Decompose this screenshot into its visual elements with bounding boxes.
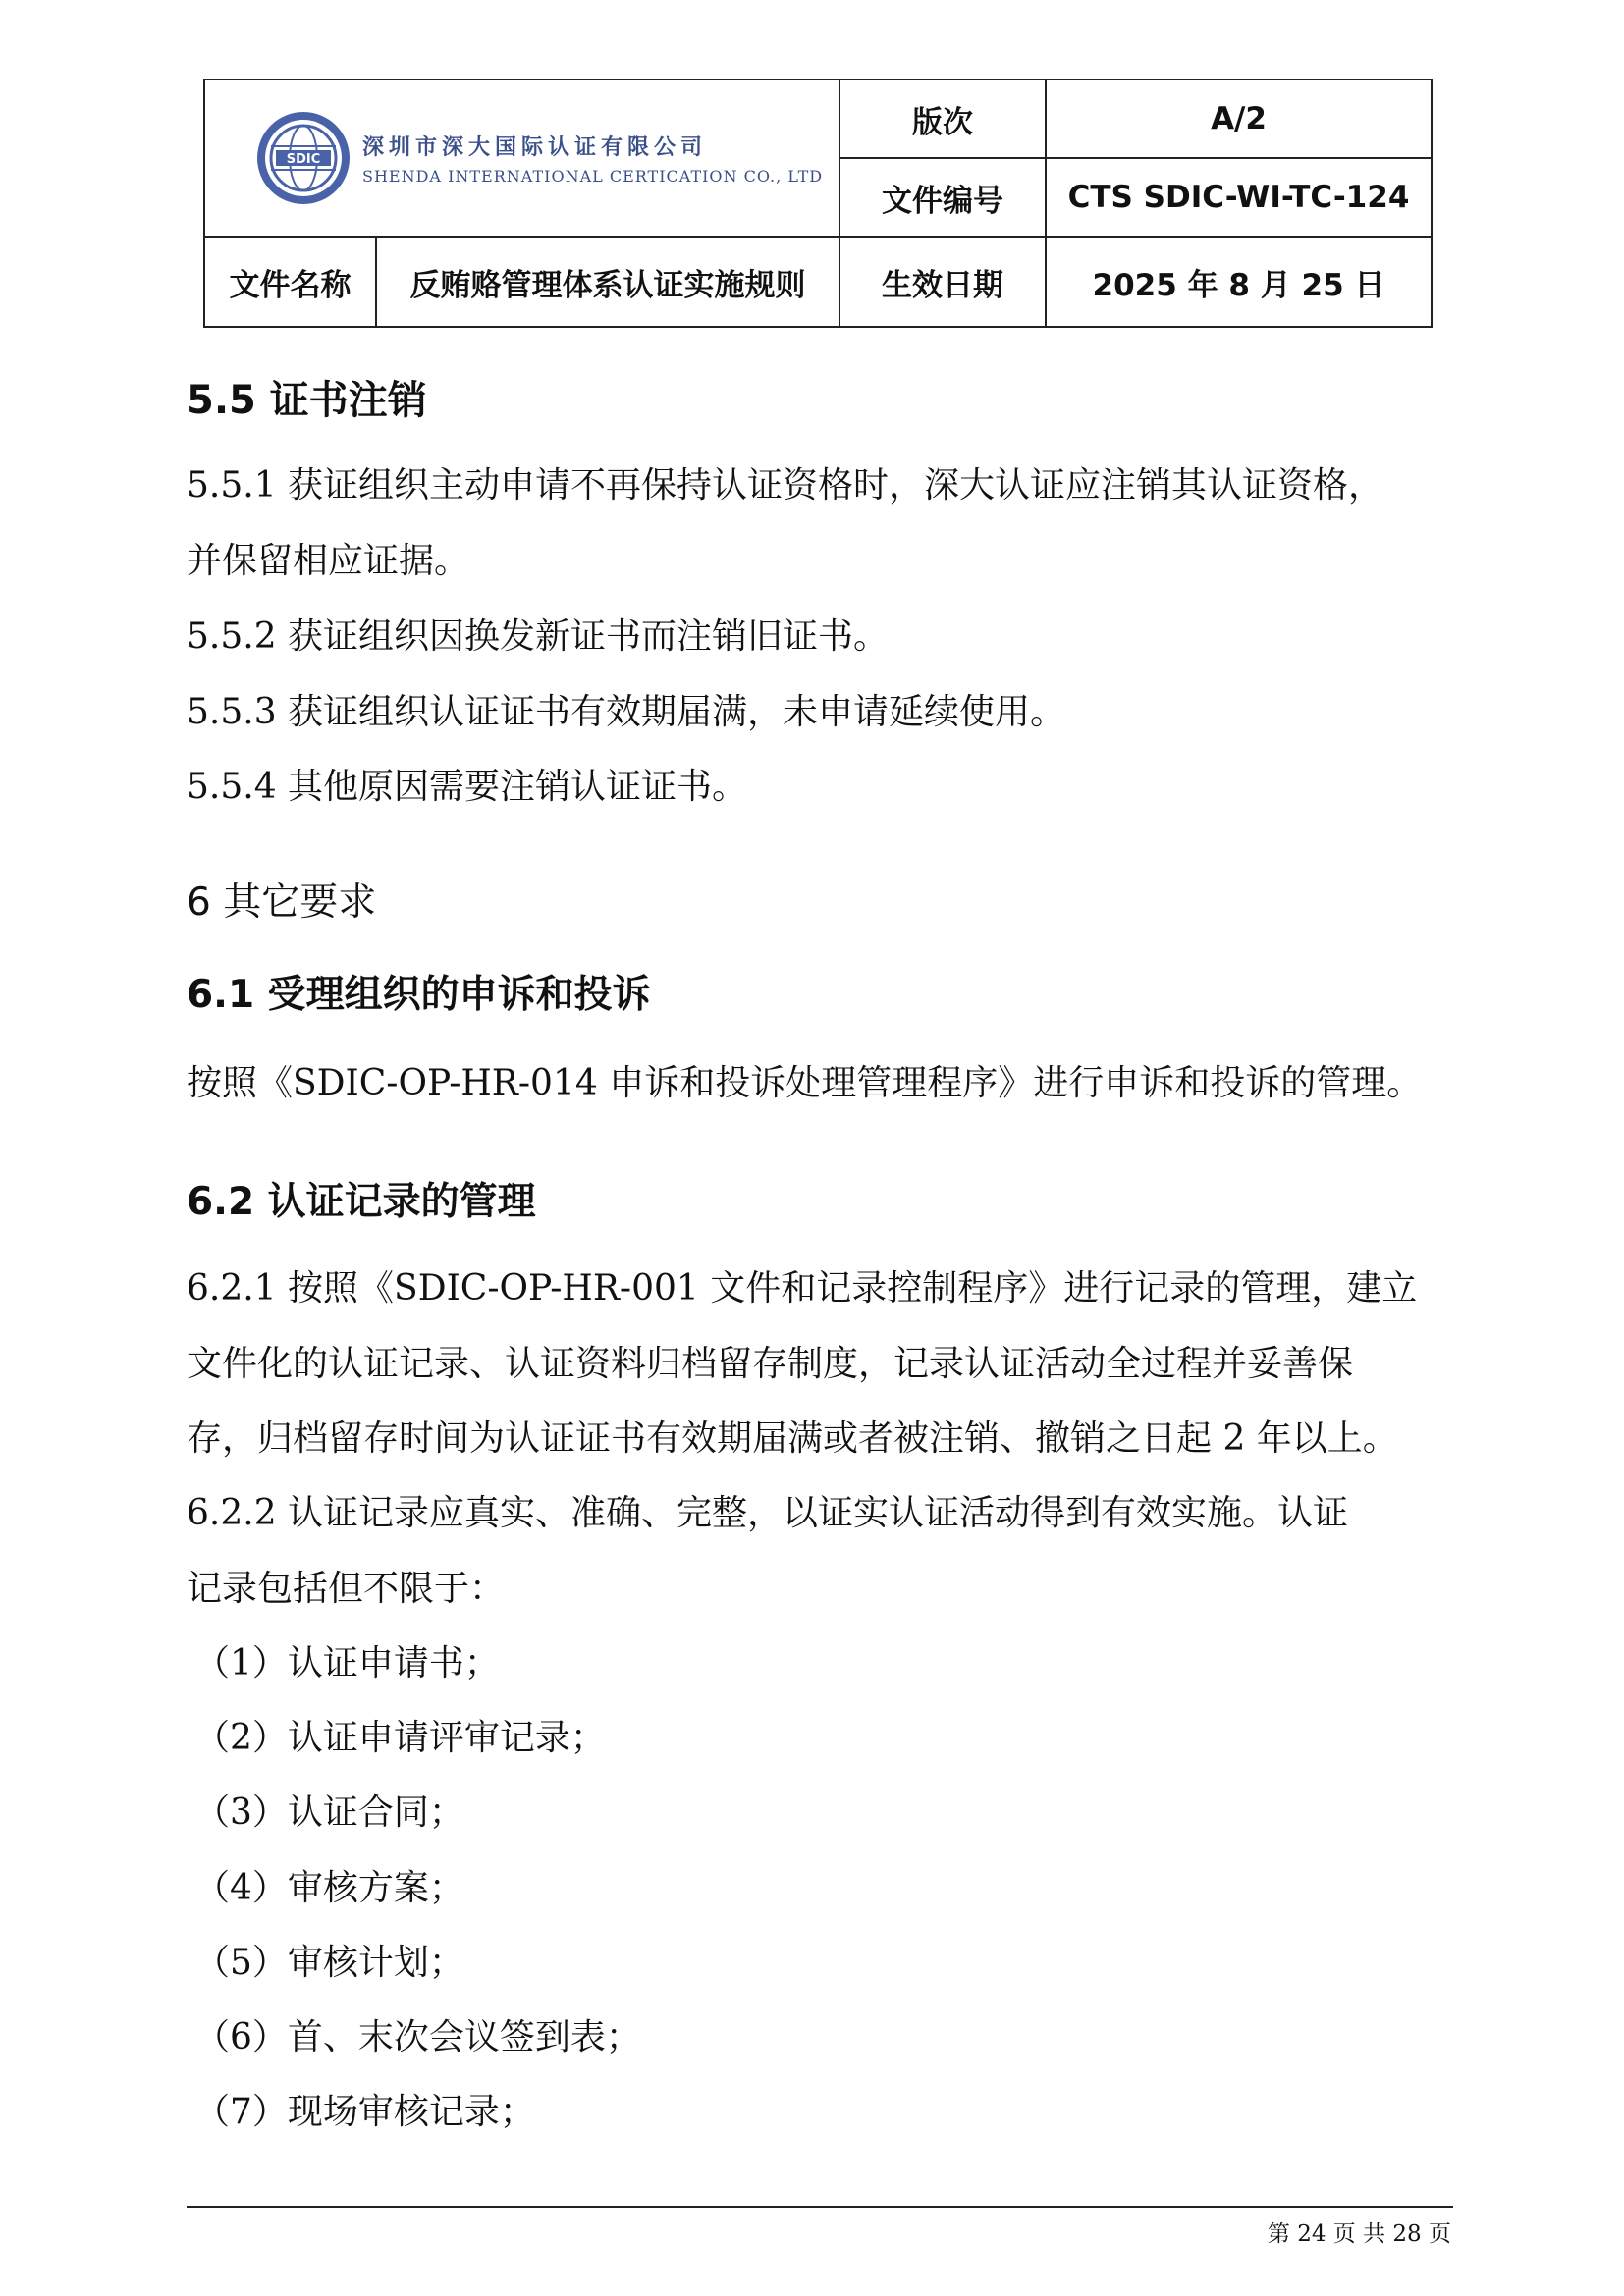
doc-number-label: 文件编号 — [839, 158, 1046, 237]
list-item: （2）认证申请评审记录； — [194, 1718, 606, 1758]
heading-5-5: 5.5 证书注销 — [187, 378, 427, 423]
para-6-2-1-line2: 文件化的认证记录、认证资料归档留存制度，记录认证活动全过程并妥善保 — [187, 1344, 1354, 1384]
heading-6-1: 6.1 受理组织的申诉和投诉 — [187, 973, 651, 1017]
company-name-en: SHENDA INTERNATIONAL CERTICATION CO., LTD — [362, 167, 824, 186]
list-item: （5）审核计划； — [194, 1943, 464, 1983]
para-6-2-2-line1: 6.2.2 认证记录应真实、准确、完整，以证实认证活动得到有效实施。认证 — [187, 1493, 1349, 1533]
doc-name-value: 反贿赂管理体系认证实施规则 — [376, 237, 839, 327]
doc-name-label: 文件名称 — [204, 237, 376, 327]
company-name-cn: 深圳市深大国际认证有限公司 — [362, 135, 708, 160]
para-5-5-1-line1: 5.5.1 获证组织主动申请不再保持认证资格时，深大认证应注销其认证资格， — [187, 465, 1384, 506]
para-5-5-2: 5.5.2 获证组织因换发新证书而注销旧证书。 — [187, 616, 890, 657]
page-number: 第 24 页 共 28 页 — [1267, 2221, 1451, 2247]
para-5-5-1-line2: 并保留相应证据。 — [187, 541, 470, 581]
effective-date-value: 2025 年 8 月 25 日 — [1046, 237, 1432, 327]
para-6-2-2-line2: 记录包括但不限于： — [187, 1569, 506, 1609]
list-item: （7）现场审核记录； — [194, 2092, 535, 2132]
list-item: （6）首、末次会议签到表； — [194, 2017, 641, 2057]
heading-6-2: 6.2 认证记录的管理 — [187, 1180, 536, 1224]
list-item: （1）认证申请书； — [194, 1643, 500, 1683]
list-item: （3）认证合同； — [194, 1792, 464, 1833]
version-label: 版次 — [839, 80, 1046, 158]
version-value: A/2 — [1046, 80, 1432, 158]
company-logo-icon — [254, 109, 352, 207]
para-6-2-1-line3: 存，归档留存时间为认证证书有效期届满或者被注销、撤销之日起 2 年以上。 — [187, 1418, 1398, 1459]
para-5-5-4: 5.5.4 其他原因需要注销认证证书。 — [187, 767, 748, 807]
list-item: （4）审核方案； — [194, 1868, 464, 1908]
para-5-5-3: 5.5.3 获证组织认证证书有效期届满，未申请延续使用。 — [187, 692, 1066, 732]
doc-number-value: CTS SDIC-WI-TC-124 — [1046, 158, 1432, 237]
para-6-1: 按照《SDIC-OP-HR-014 申诉和投诉处理管理程序》进行申诉和投诉的管理。 — [187, 1063, 1423, 1103]
svg-text:SDIC: SDIC — [286, 152, 321, 167]
document-header-table — [203, 79, 1433, 328]
footer-divider — [187, 2206, 1453, 2208]
heading-6: 6 其它要求 — [187, 881, 377, 925]
effective-date-label: 生效日期 — [839, 237, 1046, 327]
para-6-2-1-line1: 6.2.1 按照《SDIC-OP-HR-001 文件和记录控制程序》进行记录的管理，建立 — [187, 1268, 1418, 1308]
company-logo-cell — [204, 80, 839, 237]
